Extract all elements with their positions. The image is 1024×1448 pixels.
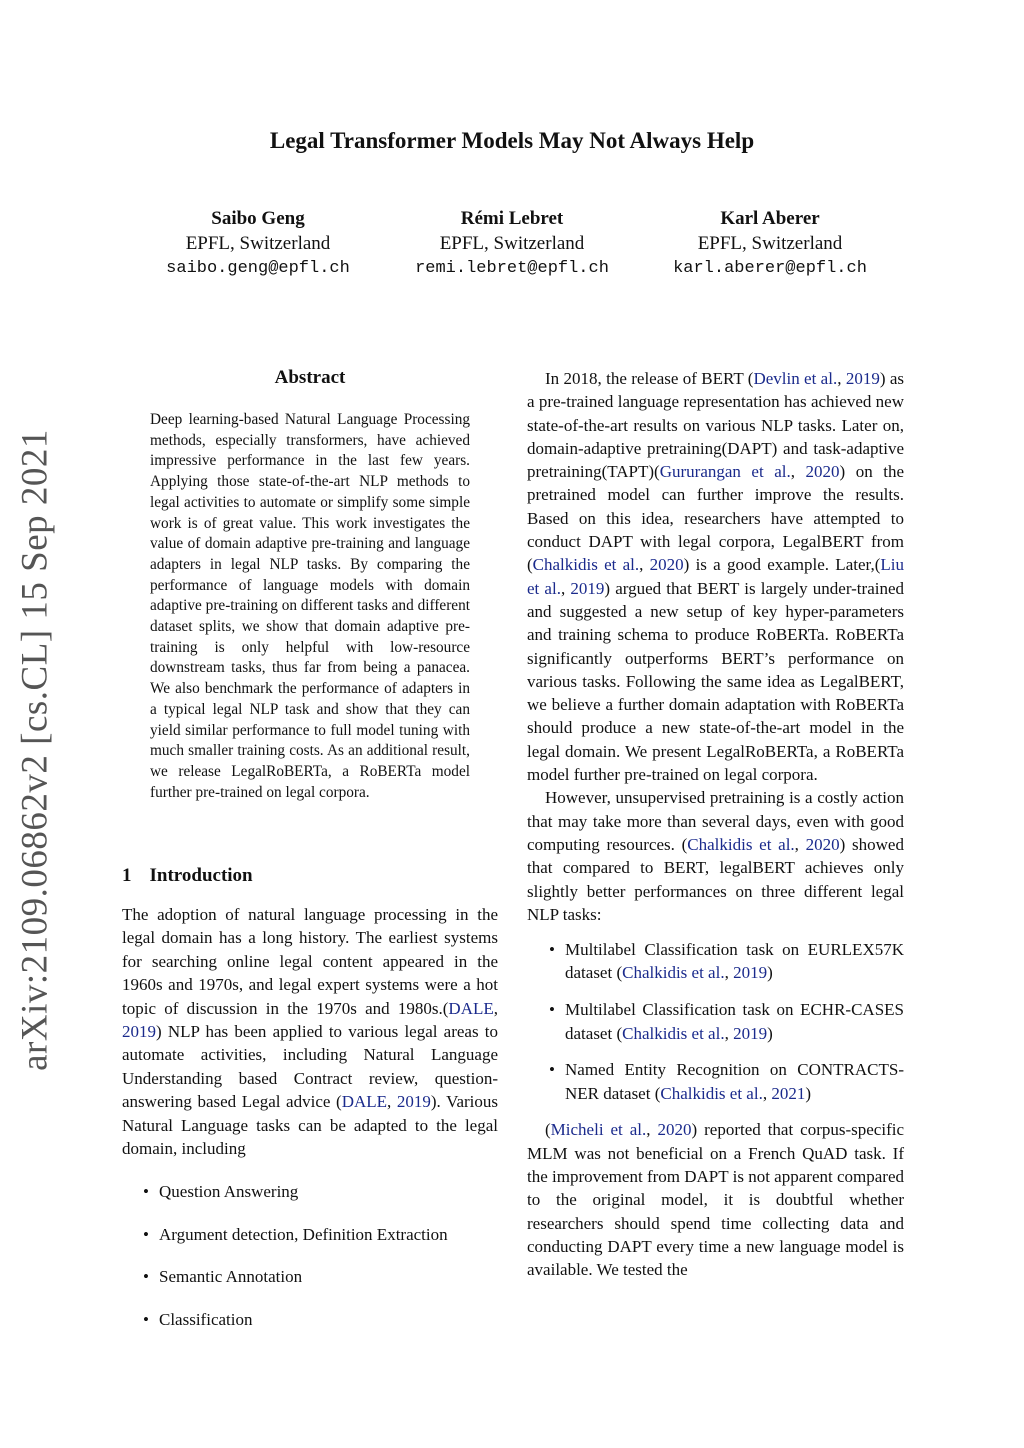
text-run: ) as a pre-trained language representation has achieved new state-of-the-art results on various NLP tasks. Later on, domain-adaptive pretraining(DAPT) and task-adaptive pretraining(TAPT)(	[527, 369, 904, 482]
citation-link[interactable]: 2019	[570, 578, 605, 598]
text-run: ,	[387, 1092, 397, 1112]
intro-paragraph	[527, 786, 904, 926]
list-item	[527, 998, 904, 1045]
text-run: ,	[790, 462, 806, 482]
text-run: ,	[794, 834, 806, 854]
text-run: Multilabel Classification task on ECHR-CASES dataset (	[565, 1000, 904, 1043]
section-title: Introduction	[149, 865, 253, 886]
text-run: ,	[646, 1120, 658, 1140]
list-item-text	[565, 1060, 904, 1102]
list-item	[143, 1308, 503, 1351]
citation-link[interactable]: Devlin et al.	[753, 369, 838, 388]
list-item	[143, 1223, 503, 1266]
text-run: Named Entity Recognition on CONTRACTS-NER dataset (	[565, 1060, 904, 1103]
list-item	[527, 1058, 904, 1105]
author-email[interactable]: remi.lebret@epfl.ch	[415, 259, 609, 278]
legalbert-tasks-list	[527, 938, 904, 1105]
citation-link[interactable]: Chalkidis et al.	[622, 963, 725, 983]
text-run: However, unsupervised pretraining is a costly action that may take more than several days, even with good computing resources. (	[527, 788, 904, 854]
intro-paragraph	[527, 367, 904, 786]
citation-link[interactable]: 2020	[805, 834, 840, 854]
intro-paragraph	[122, 903, 498, 1160]
citation-link[interactable]: Gururangan et al.	[659, 462, 791, 482]
text-run: ) is a good example. Later,(	[683, 555, 881, 575]
citation-link[interactable]: 2020	[805, 462, 840, 482]
author-email[interactable]: karl.aberer@epfl.ch	[673, 259, 867, 278]
bullet-icon: •	[143, 1224, 149, 1244]
text-run: In 2018, the release of BERT (	[545, 369, 754, 388]
text-run: ,	[724, 963, 734, 983]
text-run: ) argued that BERT is largely under-trained and suggested a new setup of key hyper-parameters and training schema to produce RoBERTa. RoBERTa significantly outperforms BERT’s performance on various tasks. Following the same idea as LegalBERT, we believe a further domain adaptation with RoBERTa should produce a new state-of-the-art model in the legal domain. We present LegalRoBERTa, a RoBERTa model further pre-trained on legal corpora.	[527, 578, 905, 785]
list-item-text: Argument detection, Definition Extraction	[159, 1224, 448, 1244]
text-run: ,	[837, 369, 846, 388]
bullet-icon: •	[549, 1000, 555, 1020]
author-block-1	[128, 206, 388, 281]
bullet-icon: •	[549, 940, 555, 960]
text-run: ,	[724, 1023, 734, 1043]
citation-link[interactable]: Chalkidis et al.	[532, 555, 640, 575]
author-name: Saibo Geng	[211, 208, 305, 229]
bullet-icon: •	[143, 1309, 149, 1329]
text-run: The adoption of natural language processing in the legal domain has a long history. The earliest systems for searching online legal content appeared in the 1960s and 1970s, and legal expert systems were a hot topic of discussion in the 1970s and 1980s.(	[122, 905, 498, 1018]
arxiv-identifier-text: arXiv:2109.06862v2 [cs.CL] 15 Sep 2021	[14, 429, 56, 1071]
citation-link[interactable]: 2019	[396, 1092, 431, 1112]
section-heading-introduction	[122, 865, 253, 887]
list-item	[143, 1265, 503, 1308]
citation-link[interactable]: 2021	[771, 1083, 806, 1103]
text-run: )	[767, 1023, 773, 1043]
author-email[interactable]: saibo.geng@epfl.ch	[166, 259, 350, 278]
right-column	[527, 367, 904, 1281]
legal-tasks-list	[143, 1180, 503, 1350]
list-item-text	[565, 940, 904, 982]
text-run: )	[767, 963, 773, 983]
citation-link[interactable]: Chalkidis et al.	[660, 1083, 763, 1103]
list-item-text: Classification	[159, 1309, 253, 1329]
citation-link[interactable]: 2019	[733, 963, 768, 983]
text-run: ,	[560, 578, 571, 598]
text-run: ) showed that compared to BERT, legalBERT achieves only slightly better performances on three different legal NLP tasks:	[527, 834, 904, 924]
arxiv-side-identifier	[0, 0, 70, 1448]
citation-link[interactable]: 2020	[649, 555, 684, 575]
abstract-heading: Abstract	[274, 367, 346, 388]
author-name: Rémi Lebret	[460, 208, 564, 229]
author-affiliation: EPFL, Switzerland	[697, 233, 843, 254]
text-run: (	[545, 1120, 551, 1140]
text-run: ) reported that corpus-specific MLM was not beneficial on a French QuAD task. If the improvement from DAPT is not apparent compared to the original model, it is doubtful whether researchers should spend time collecting data and conducting DAPT every time a new language model is available. We tested the	[527, 1120, 904, 1280]
author-affiliation: EPFL, Switzerland	[439, 233, 585, 254]
author-block-2	[382, 206, 642, 281]
text-run: Multilabel Classification task on EURLEX57K dataset (	[565, 940, 904, 983]
bullet-icon: •	[143, 1182, 149, 1201]
text-run: )	[805, 1083, 811, 1103]
citation-link[interactable]: 2019	[845, 369, 880, 388]
text-run: ). Various Natural Language tasks can be adapted to the legal domain, including	[122, 1092, 499, 1159]
list-item	[143, 1180, 503, 1223]
citation-link[interactable]: 2020	[657, 1120, 692, 1140]
section-number: 1	[122, 865, 132, 886]
citation-link[interactable]: Liu et al.	[527, 555, 905, 598]
citation-link[interactable]: Micheli et al.	[550, 1120, 647, 1140]
citation-link[interactable]: Chalkidis et al.	[622, 1023, 725, 1043]
citation-link[interactable]: DALE	[341, 1092, 388, 1112]
author-name: Karl Aberer	[720, 208, 820, 229]
list-item-text: Semantic Annotation	[159, 1267, 303, 1286]
list-item-text	[565, 1000, 904, 1042]
abstract-text: Deep learning-based Natural Language Processing methods, especially transformers, have achieved impressive performance in the last few years. Applying those state-of-the-art NLP methods to legal activities to automate or simplify some simple work is of great value. This work investigates the value of domain adaptive pre-training and language adapters in legal NLP tasks. By comparing the performance of language models with domain adaptive pre-training on different tasks and different dataset splits, we show that domain adaptive pre-training is only helpful with low-resource downstream tasks, thus far from being a panacea. We also benchmark the performance of adapters in a typical legal NLP task and show that they can yield similar performance to full model tuning with much smaller training costs. As an additional result, we release LegalRoBERTa, a RoBERTa model further pre-trained on legal corpora.	[150, 411, 470, 801]
list-item	[527, 938, 904, 985]
text-run: ) NLP has been applied to various legal areas to automate activities, including Natural Language Understanding based Contract review, question-answering based Legal advice (	[122, 1022, 498, 1112]
citation-link[interactable]: Chalkidis et al.	[687, 834, 795, 854]
intro-paragraph	[527, 1118, 904, 1281]
text-run: ,	[639, 555, 650, 575]
citation-link[interactable]: 2019	[122, 1022, 156, 1042]
text-run: ) on the pretrained model can further improve the results. Based on this idea, researchers have attempted to conduct DAPT with legal corpora, LegalBERT from (	[527, 462, 905, 575]
citation-link[interactable]: 2019	[733, 1023, 768, 1043]
list-item-text: Question Answering	[159, 1182, 299, 1201]
author-affiliation: EPFL, Switzerland	[185, 233, 331, 254]
bullet-icon: •	[143, 1267, 149, 1286]
citation-link[interactable]: DALE	[448, 998, 494, 1018]
paper-title: Legal Transformer Models May Not Always Help	[269, 128, 755, 153]
text-run: ,	[493, 998, 498, 1018]
author-block-3	[640, 206, 900, 281]
text-run: ,	[762, 1083, 772, 1103]
bullet-icon: •	[549, 1060, 555, 1080]
